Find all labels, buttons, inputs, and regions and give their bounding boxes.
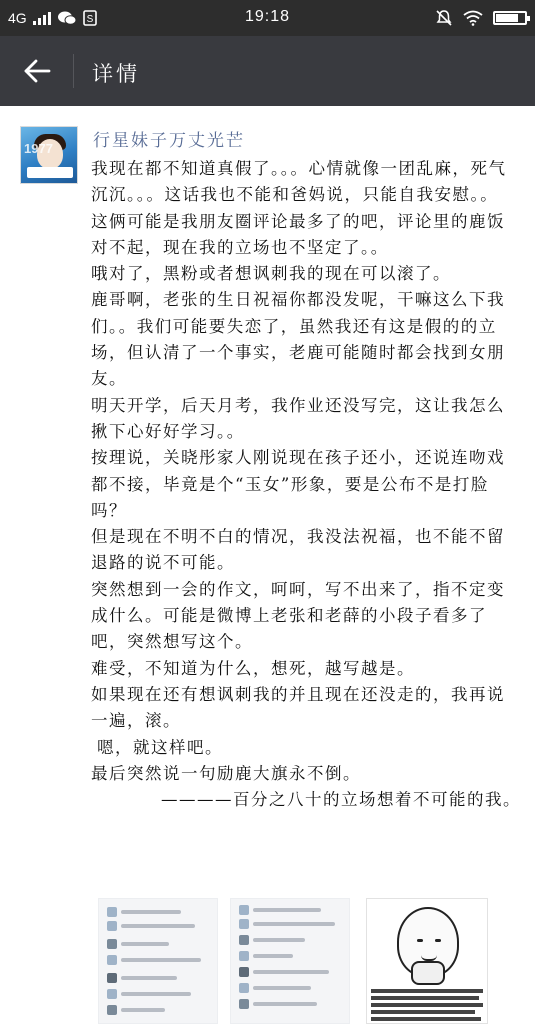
meme-hands <box>411 961 445 985</box>
chat-row <box>239 919 339 931</box>
status-right <box>435 8 527 28</box>
post-paragraph: 鹿哥啊，老张的生日祝福你都没发呢，干嘛这么下我们。。我们可能要失恋了，虽然我还有这是假的的立场，但认清了一个事实，老鹿可能随时都会找到女朋友。 <box>91 290 505 389</box>
network-type: 4G <box>8 10 27 26</box>
avatar[interactable] <box>20 126 78 184</box>
mute-icon <box>435 9 453 27</box>
chat-row <box>107 989 207 1001</box>
title-divider <box>73 54 74 88</box>
avatar-text: 1977 <box>24 141 53 156</box>
moment-post <box>0 106 535 1024</box>
status-bar <box>0 0 535 36</box>
post-body <box>91 156 521 813</box>
post-paragraph: 这俩可能是我朋友圈评论最多了的吧，评论里的鹿饭对不起，现在我的立场也不坚定了。。 <box>91 211 505 257</box>
post-paragraph: 按理说，关晓彤家人刚说现在孩子还小，还说连吻戏都不接，毕竟是个“玉女”形象，要是公布不是打脸吗？ <box>91 448 505 520</box>
chat-row <box>239 935 339 947</box>
wifi-icon <box>463 10 483 26</box>
chat-row <box>107 921 207 933</box>
post-images <box>98 898 488 1024</box>
post-paragraph: 如果现在还有想讽刺我的并且现在还没走的，我再说一遍，滚。 <box>91 684 505 731</box>
chat-row <box>107 907 207 919</box>
meme-eye <box>417 939 423 942</box>
post-paragraph: 嗯，就这样吧。 <box>97 737 223 757</box>
chat-row <box>239 951 339 963</box>
page-title: 详情 <box>92 62 140 86</box>
post-paragraph: 但是现在不明不白的情况，我没法祝福，也不能不留退路的说不可能。 <box>91 527 505 573</box>
chat-row <box>107 973 207 985</box>
chat-screenshot-1[interactable] <box>98 898 218 1024</box>
chat-row <box>239 999 339 1011</box>
post-signature: ————百分之八十的立场想着不可能的我。 <box>161 790 521 810</box>
avatar-tag <box>27 167 73 178</box>
post-paragraph: 难受，不知道为什么，想死，越写越是。 <box>91 658 415 678</box>
meme-eye <box>435 939 441 942</box>
chat-row <box>239 967 339 979</box>
author-name[interactable]: 行星妹子万丈光芒 <box>93 131 245 151</box>
chat-row <box>107 1005 207 1017</box>
arrow-left-icon <box>23 59 51 83</box>
title-bar <box>0 36 535 106</box>
post-paragraph: 突然想到一会的作文，呵呵，写不出来了，指不定变成什么。可能是微博上老张和老薛的小段子看多了吧，突然想写这个。 <box>91 579 505 652</box>
battery-icon <box>493 11 527 25</box>
svg-text:S: S <box>86 14 94 25</box>
chat-row <box>107 955 207 967</box>
meme-image[interactable] <box>366 898 488 1024</box>
post-paragraph: 最后突然说一句励鹿大旗永不倒。 <box>91 763 361 783</box>
meme-caption <box>371 989 483 1024</box>
post-paragraph: 明天开学，后天月考，我作业还没写完，这让我怎么揪下心好好学习。。 <box>91 395 505 441</box>
post-paragraph: 我现在都不知道真假了。。。心情就像一团乱麻，死气沉沉。。。这话我也不能和爸妈说，只能自我安慰。。 <box>91 159 507 205</box>
chat-row <box>239 983 339 995</box>
status-time: 19:18 <box>244 8 291 25</box>
chat-row <box>239 905 339 917</box>
back-button[interactable] <box>16 50 58 92</box>
post-paragraph: 哦对了，黑粉或者想讽刺我的现在可以滚了。 <box>91 264 451 284</box>
chat-screenshot-2[interactable] <box>230 898 350 1024</box>
chat-row <box>107 939 207 951</box>
